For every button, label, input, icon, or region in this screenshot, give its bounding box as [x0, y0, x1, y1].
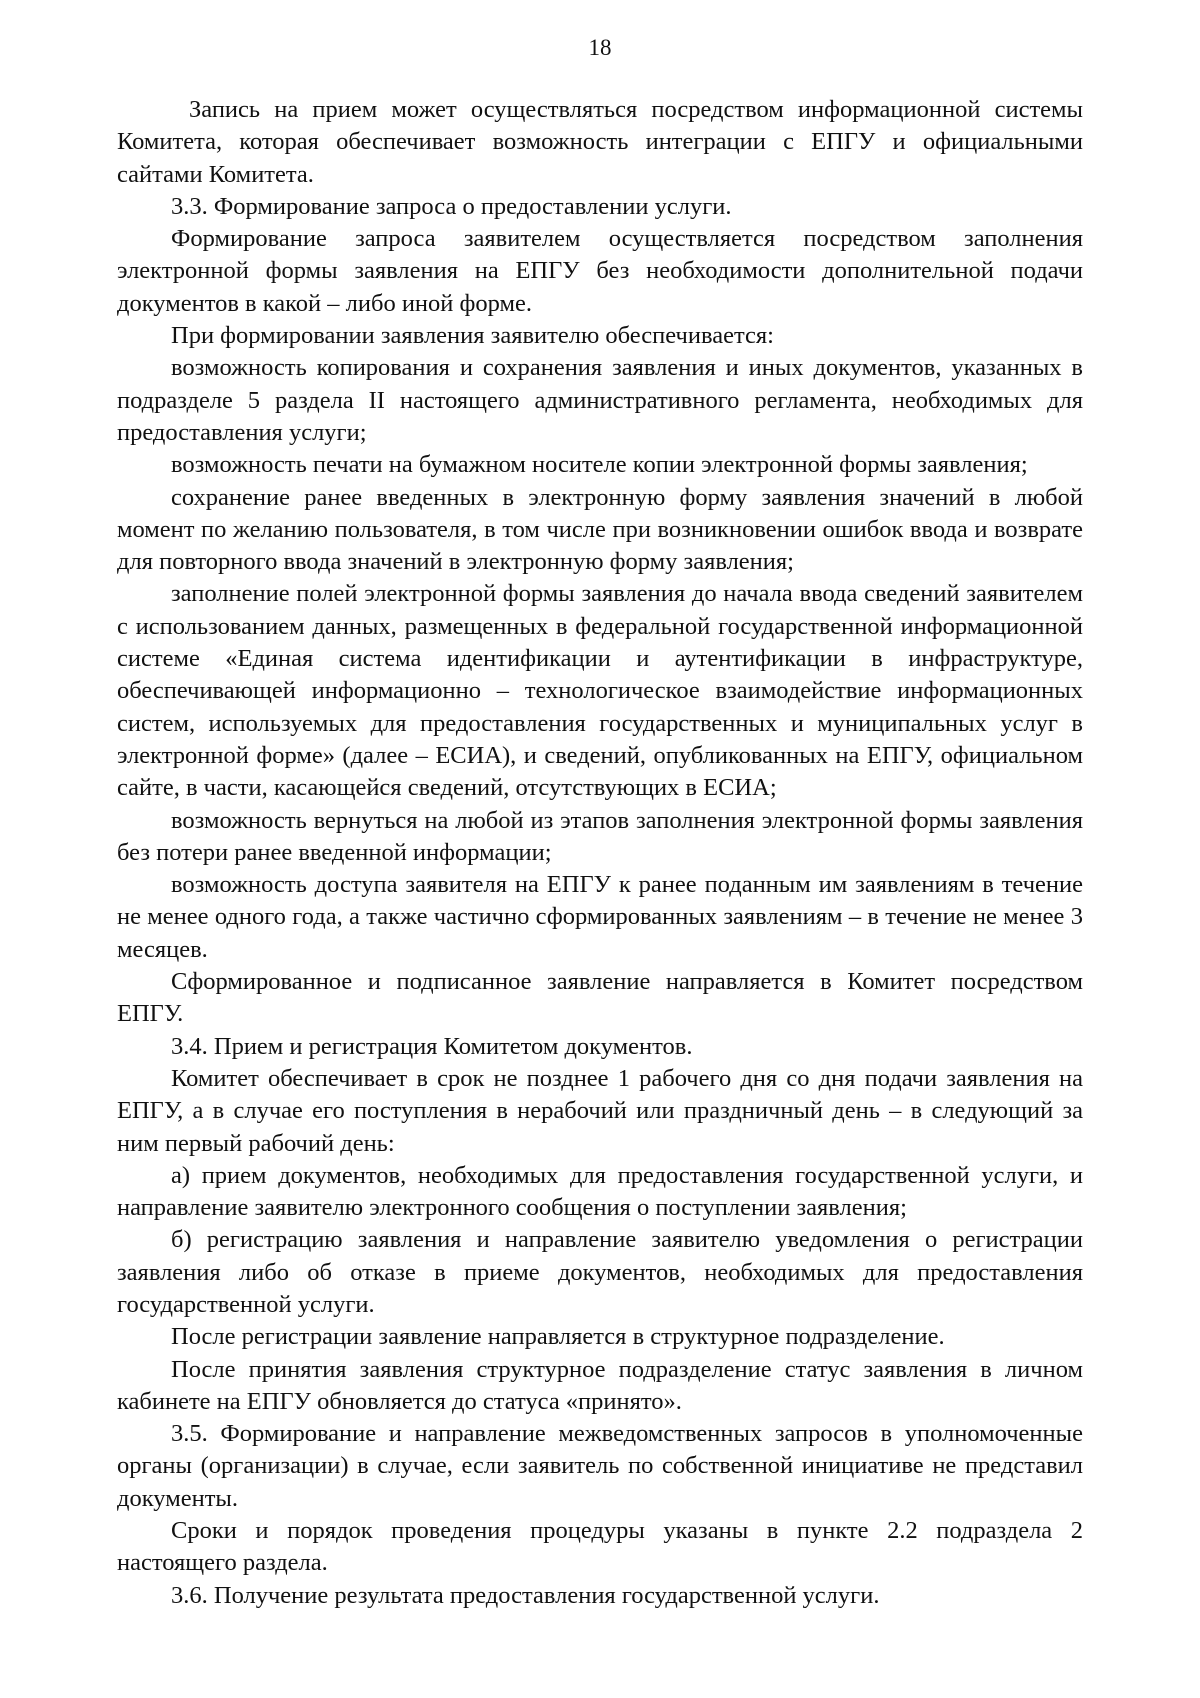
list-item: заполнение полей электронной формы заявления до начала ввода сведений заявителем с использованием данных, размещенных в федеральной государственной информационной системе «Единая система идентификации и аутентификации в инфраструктуре, обеспечивающей информационно – технологическое взаимодействие информационных систем, используемых для предоставления государственных и муниципальных услуг в электронной форме» (далее – ЕСИА), и сведений, опубликованных на ЕПГУ, официальном сайте, в части, касающейся сведений, отсутствующих в ЕСИА; — [117, 580, 1083, 802]
paragraph: Формирование запроса заявителем осуществляется посредством заполнения электронной формы заявления на ЕПГУ без необходимости дополнительной подачи документов в какой – либо иной форме. — [117, 225, 1083, 317]
paragraph: После принятия заявления структурное подразделение статус заявления в личном кабинете на ЕПГУ обновляется до статуса «принято». — [117, 1355, 1083, 1415]
paragraph: При формировании заявления заявителю обеспечивается: — [171, 322, 774, 350]
section-heading: 3.4. Прием и регистрация Комитетом документов. — [171, 1032, 693, 1060]
paragraph: Комитет обеспечивает в срок не позднее 1 рабочего дня со дня подачи заявления на ЕПГУ, а в случае его поступления в нерабочий или праздничный день – в следующий за ним первый рабочий день: — [117, 1064, 1083, 1157]
list-item: а) прием документов, необходимых для предоставления государственной услуги, и направление заявителю электронного сообщения о поступлении заявления; — [117, 1161, 1083, 1222]
section-heading: 3.6. Получение результата предоставления государственной услуги. — [171, 1581, 880, 1609]
list-item: возможность печати на бумажном носителе копии электронной формы заявления; — [171, 451, 1028, 479]
list-item: возможность копирования и сохранения заявления и иных документов, указанных в подразделе 5 раздела II настоящего административного регламента, необходимых для предоставления услуги; — [117, 354, 1083, 446]
paragraph: После регистрации заявление направляется в структурное подразделение. — [171, 1323, 945, 1351]
paragraph: Сформированное и подписанное заявление направляется в Комитет посредством ЕПГУ. — [117, 968, 1083, 1028]
section-heading: 3.3. Формирование запроса о предоставлении услуги. — [171, 192, 732, 220]
list-item: сохранение ранее введенных в электронную форму заявления значений в любой момент по желанию пользователя, в том числе при возникновении ошибок ввода и возврате для повторного ввода значений в электронную форму заявления; — [117, 483, 1083, 576]
section-heading: 3.5. Формирование и направление межведомственных запросов в уполномоченные органы (организации) в случае, если заявитель по собственной инициативе не представил документы. — [117, 1420, 1083, 1512]
list-item: б) регистрацию заявления и направление заявителю уведомления о регистрации заявления либо об отказе в приеме документов, необходимых для предоставления государственной услуги. — [117, 1226, 1083, 1318]
page-number: 18 — [588, 35, 612, 60]
list-item: возможность доступа заявителя на ЕПГУ к ранее поданным им заявлениям в течение не менее одного года, а также частично сформированных заявлениям – в течение не менее 3 месяцев. — [117, 871, 1083, 963]
paragraph: Сроки и порядок проведения процедуры указаны в пункте 2.2 подраздела 2 настоящего раздела. — [117, 1517, 1083, 1577]
document-body — [117, 94, 1083, 1612]
list-item: возможность вернуться на любой из этапов заполнения электронной формы заявления без потери ранее введенной информации; — [117, 806, 1083, 866]
paragraph: Запись на прием может осуществляться посредством информационной системы Комитета, которая обеспечивает возможность интеграции с ЕПГУ и официальными сайтами Комитета. — [117, 96, 1083, 188]
